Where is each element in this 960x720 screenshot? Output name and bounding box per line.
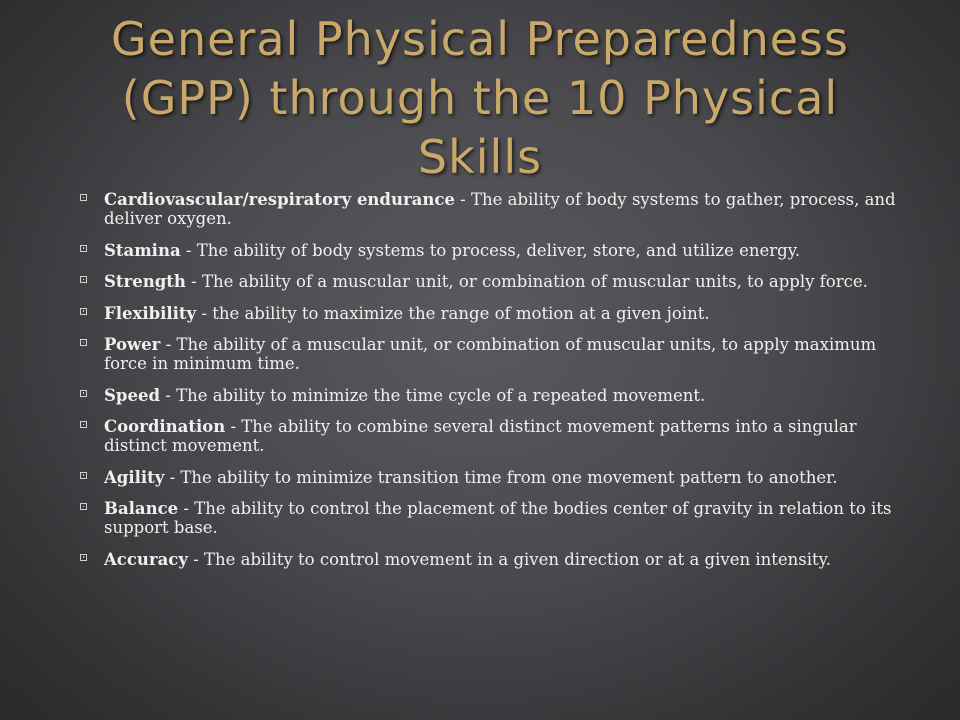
square-bullet-icon xyxy=(80,390,87,397)
bullet-text: - The ability of body systems to gather, process, and deliver oxygen. xyxy=(104,190,896,228)
bullet-text: - The ability to minimize the time cycle of a repeated movement. xyxy=(160,385,706,405)
bullet-item xyxy=(80,272,920,291)
square-bullet-icon xyxy=(80,554,87,561)
bullet-item xyxy=(80,386,920,405)
bullet-term: Balance xyxy=(104,499,179,518)
square-bullet-icon xyxy=(80,339,87,346)
bullet-term: Speed xyxy=(104,385,160,405)
title-line-3: Skills xyxy=(417,130,543,184)
bullet-text: - The ability to control movement in a given direction or at a given intensity. xyxy=(187,549,832,569)
square-bullet-icon xyxy=(80,308,87,315)
bullet-term: Accuracy xyxy=(104,549,188,569)
title-line-2: (GPP) through the 10 Physical xyxy=(121,71,839,125)
bullet-item xyxy=(80,241,920,260)
bullet-item xyxy=(80,335,920,373)
bullet-text: - The ability to minimize transition time from one movement pattern to another. xyxy=(164,467,838,487)
bullet-item xyxy=(80,468,920,487)
bullet-term: Coordination xyxy=(104,417,226,436)
bullet-term: Cardiovascular/respiratory endurance xyxy=(104,190,455,209)
bullet-term: Strength xyxy=(104,272,186,291)
bullet-term: Power xyxy=(104,335,161,354)
bullet-text: - The ability of a muscular unit, or combination of muscular units, to apply force. xyxy=(185,272,868,291)
bullet-text: - the ability to maximize the range of motion at a given joint. xyxy=(196,303,710,323)
bullet-text: - The ability of body systems to process, deliver, store, and utilize energy. xyxy=(180,240,801,260)
bullet-term: Flexibility xyxy=(104,303,197,323)
bullet-item xyxy=(80,417,920,455)
bullet-list xyxy=(80,190,920,581)
bullet-item xyxy=(80,499,920,537)
bullet-text: - The ability to control the placement of the bodies center of gravity in relation to its support base. xyxy=(104,499,892,537)
square-bullet-icon xyxy=(80,472,87,479)
bullet-term: Agility xyxy=(104,467,165,487)
bullet-item xyxy=(80,550,920,569)
slide-title xyxy=(60,10,900,187)
square-bullet-icon xyxy=(80,194,87,201)
bullet-text: - The ability to combine several distinct movement patterns into a singular distinct movement. xyxy=(104,417,857,455)
square-bullet-icon xyxy=(80,421,87,428)
bullet-item xyxy=(80,190,920,228)
bullet-item xyxy=(80,304,920,323)
square-bullet-icon xyxy=(80,503,87,510)
bullet-term: Stamina xyxy=(104,240,181,260)
square-bullet-icon xyxy=(80,276,87,283)
title-line-1: General Physical Preparedness xyxy=(111,12,849,66)
bullet-text: - The ability of a muscular unit, or combination of muscular units, to apply maximum force in minimum time. xyxy=(104,335,877,373)
square-bullet-icon xyxy=(80,245,87,252)
